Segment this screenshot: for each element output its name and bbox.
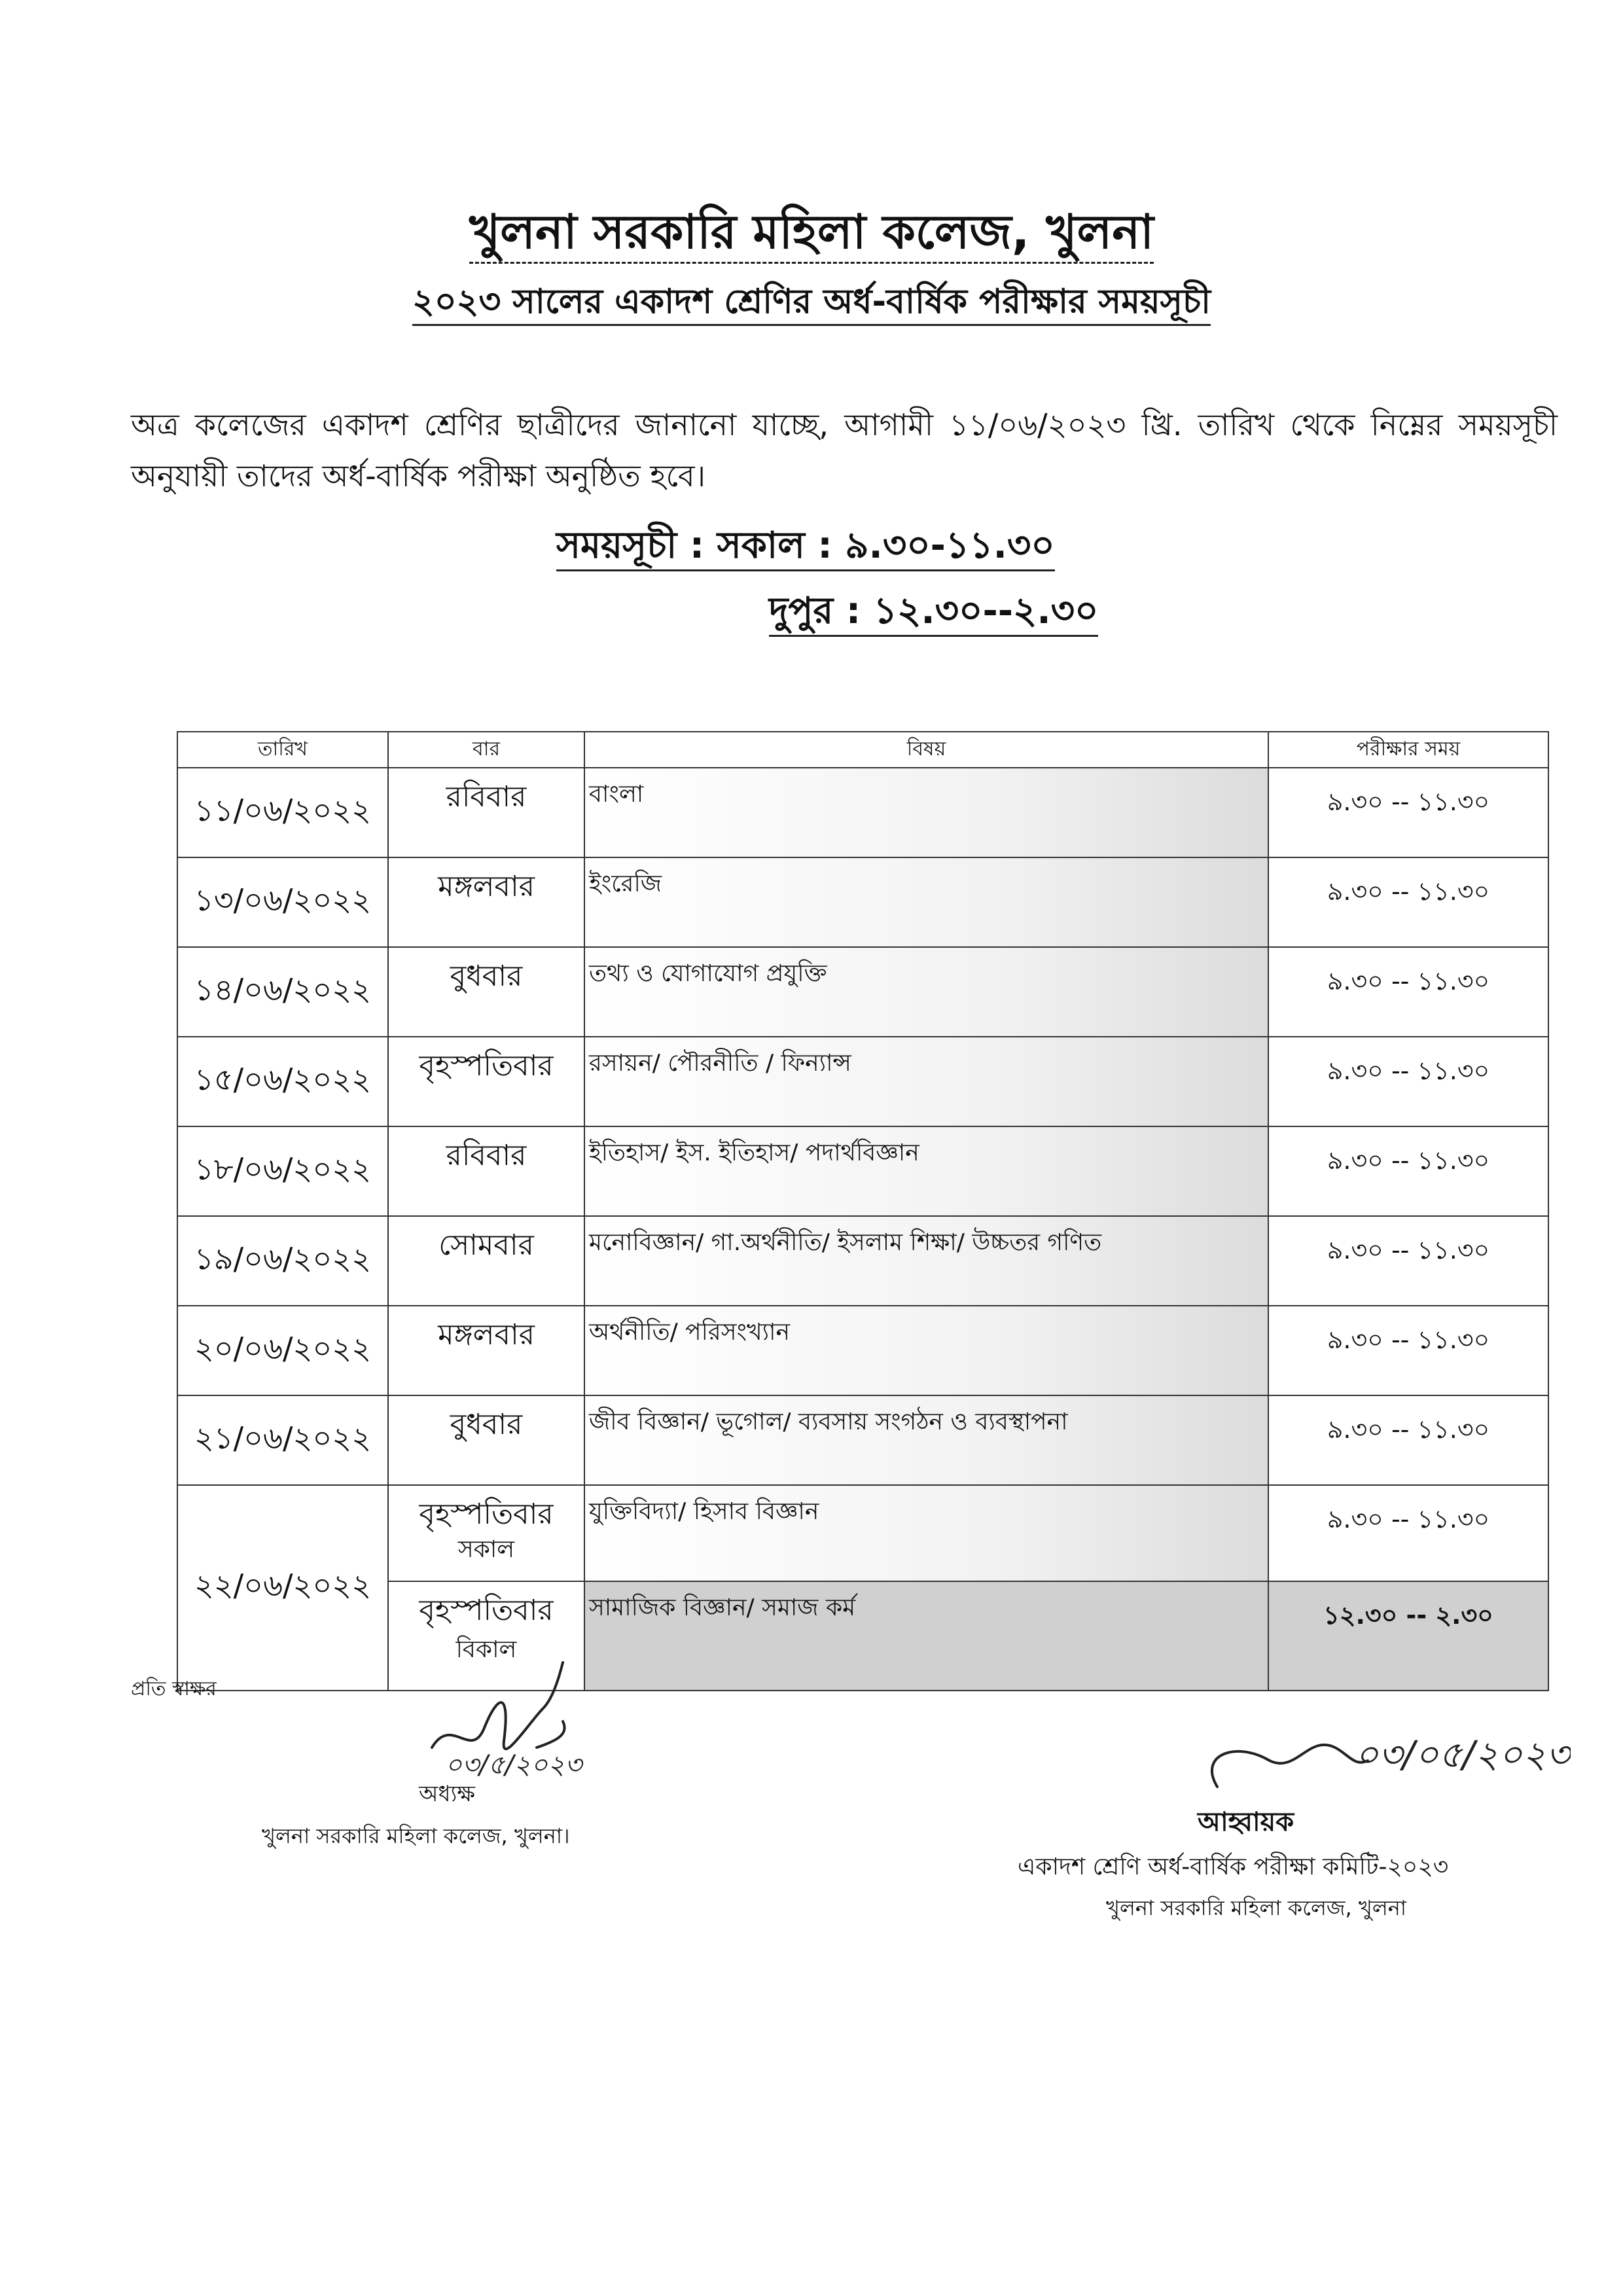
convener-title: আহ্বায়ক: [1198, 1807, 1294, 1837]
row-day: মঙ্গলবার: [388, 1306, 584, 1395]
afternoon-timing: দুপুর : ১২.৩০--২.৩০: [769, 583, 1098, 644]
row-date: ১৯/০৬/২০২২: [177, 1216, 388, 1306]
row-subject: যুক্তিবিদ্যা/ হিসাব বিজ্ঞান: [584, 1485, 1268, 1581]
convener-committee: একাদশ শ্রেণি অর্ধ-বার্ষিক পরীক্ষা কমিটি-২০২৩: [1018, 1854, 1449, 1880]
table-row: [177, 768, 1548, 857]
row-time: ৯.৩০ -- ১১.৩০: [1268, 768, 1548, 857]
row-day: বুধবার: [388, 947, 584, 1037]
row-time: ৯.৩০ -- ১১.৩০: [1268, 947, 1548, 1037]
principal-title: অধ্যক্ষ: [419, 1781, 475, 1807]
header-subject: বিষয়: [584, 732, 1268, 768]
principal-signature-date: ০৩/৫/২০২৩: [445, 1750, 582, 1780]
row-time: ৯.৩০ -- ১১.৩০: [1268, 1306, 1548, 1395]
row-date: ১৫/০৬/২০২২: [177, 1037, 388, 1126]
row-day: বৃহস্পতিবার: [388, 1037, 584, 1126]
college-title: খুলনা সরকারি মহিলা কলেজ, খুলনা: [0, 196, 1623, 275]
countersign-label: প্রতি স্বাক্ষর: [131, 1677, 217, 1700]
schedule-title: ২০২৩ সালের একাদশ শ্রেণির অর্ধ-বার্ষিক পরীক্ষার সময়সূচী: [0, 275, 1623, 332]
table-row: [177, 947, 1548, 1037]
row-subject: ইংরেজি: [584, 857, 1268, 947]
table-row: [177, 857, 1548, 947]
row-day: রবিবার: [388, 768, 584, 857]
exam-schedule-table: [177, 731, 1549, 1691]
row-day: সোমবার: [388, 1216, 584, 1306]
table-header-row: [177, 732, 1548, 768]
row-session: সকাল: [457, 1536, 515, 1563]
row-date: ১৮/০৬/২০২২: [177, 1126, 388, 1216]
row-day: [388, 1485, 584, 1581]
table-row: [177, 1395, 1548, 1485]
row-time: ৯.৩০ -- ১১.৩০: [1268, 1485, 1548, 1581]
row-time: ১২.৩০ -- ২.৩০: [1268, 1581, 1548, 1691]
row-subject: বাংলা: [584, 768, 1268, 857]
row-subject: রসায়ন/ পৌরনীতি / ফিন্যান্স: [584, 1037, 1268, 1126]
notice-text: অত্র কলেজের একাদশ শ্রেণির ছাত্রীদের জানানো যাচ্ছে, আগামী ১১/০৬/২০২৩ খ্রি. তারিখ থেকে নিম্নের সময়সূচী অনুযায়ী তাদের অর্ধ-বার্ষিক পরীক্ষা অনুষ্ঠিত হবে।: [131, 407, 1558, 493]
row-time: ৯.৩০ -- ১১.৩০: [1268, 1216, 1548, 1306]
row-subject: মনোবিজ্ঞান/ গা.অর্থনীতি/ ইসলাম শিক্ষা/ উচ্চতর গণিত: [584, 1216, 1268, 1306]
convener-signature: [1191, 1695, 1571, 1813]
convener-signature-date: ০৩/০৫/২০২৩: [1355, 1734, 1570, 1776]
row-time: ৯.৩০ -- ১১.৩০: [1268, 1395, 1548, 1485]
row-date: ২০/০৬/২০২২: [177, 1306, 388, 1395]
row-subject: তথ্য ও যোগাযোগ প্রযুক্তি: [584, 947, 1268, 1037]
principal-college: খুলনা সরকারি মহিলা কলেজ, খুলনা।: [262, 1823, 570, 1848]
table-row: [177, 1037, 1548, 1126]
row-session: বিকাল: [455, 1636, 517, 1663]
row-subject: সামাজিক বিজ্ঞান/ সমাজ কর্ম: [584, 1581, 1268, 1691]
row-day-name: বৃহস্পতিবার: [419, 1498, 554, 1531]
row-day-name: বৃহস্পতিবার: [419, 1594, 554, 1627]
morning-timing: সময়সূচী : সকাল : ৯.৩০-১১.৩০: [556, 517, 1055, 579]
row-day: রবিবার: [388, 1126, 584, 1216]
row-date: ১৩/০৬/২০২২: [177, 857, 388, 947]
row-date: ১১/০৬/২০২২: [177, 768, 388, 857]
row-date: ২২/০৬/২০২২: [177, 1485, 388, 1691]
table-row: [177, 1306, 1548, 1395]
row-subject: অর্থনীতি/ পরিসংখ্যান: [584, 1306, 1268, 1395]
header-time: পরীক্ষার সময়: [1268, 732, 1548, 768]
table-row: [177, 1216, 1548, 1306]
row-subject: জীব বিজ্ঞান/ ভূগোল/ ব্যবসায় সংগঠন ও ব্যবস্থাপনা: [584, 1395, 1268, 1485]
row-time: ৯.৩০ -- ১১.৩০: [1268, 1126, 1548, 1216]
row-date: ২১/০৬/২০২২: [177, 1395, 388, 1485]
row-subject: ইতিহাস/ ইস. ইতিহাস/ পদার্থবিজ্ঞান: [584, 1126, 1268, 1216]
row-time: ৯.৩০ -- ১১.৩০: [1268, 857, 1548, 947]
header-date: তারিখ: [177, 732, 388, 768]
row-day: মঙ্গলবার: [388, 857, 584, 947]
row-time: ৯.৩০ -- ১১.৩০: [1268, 1037, 1548, 1126]
table-row: [177, 1126, 1548, 1216]
row-date: ১৪/০৬/২০২২: [177, 947, 388, 1037]
header-day: বার: [388, 732, 584, 768]
row-day: বুধবার: [388, 1395, 584, 1485]
convener-college: খুলনা সরকারি মহিলা কলেজ, খুলনা: [1106, 1895, 1407, 1920]
table-row: [177, 1485, 1548, 1581]
